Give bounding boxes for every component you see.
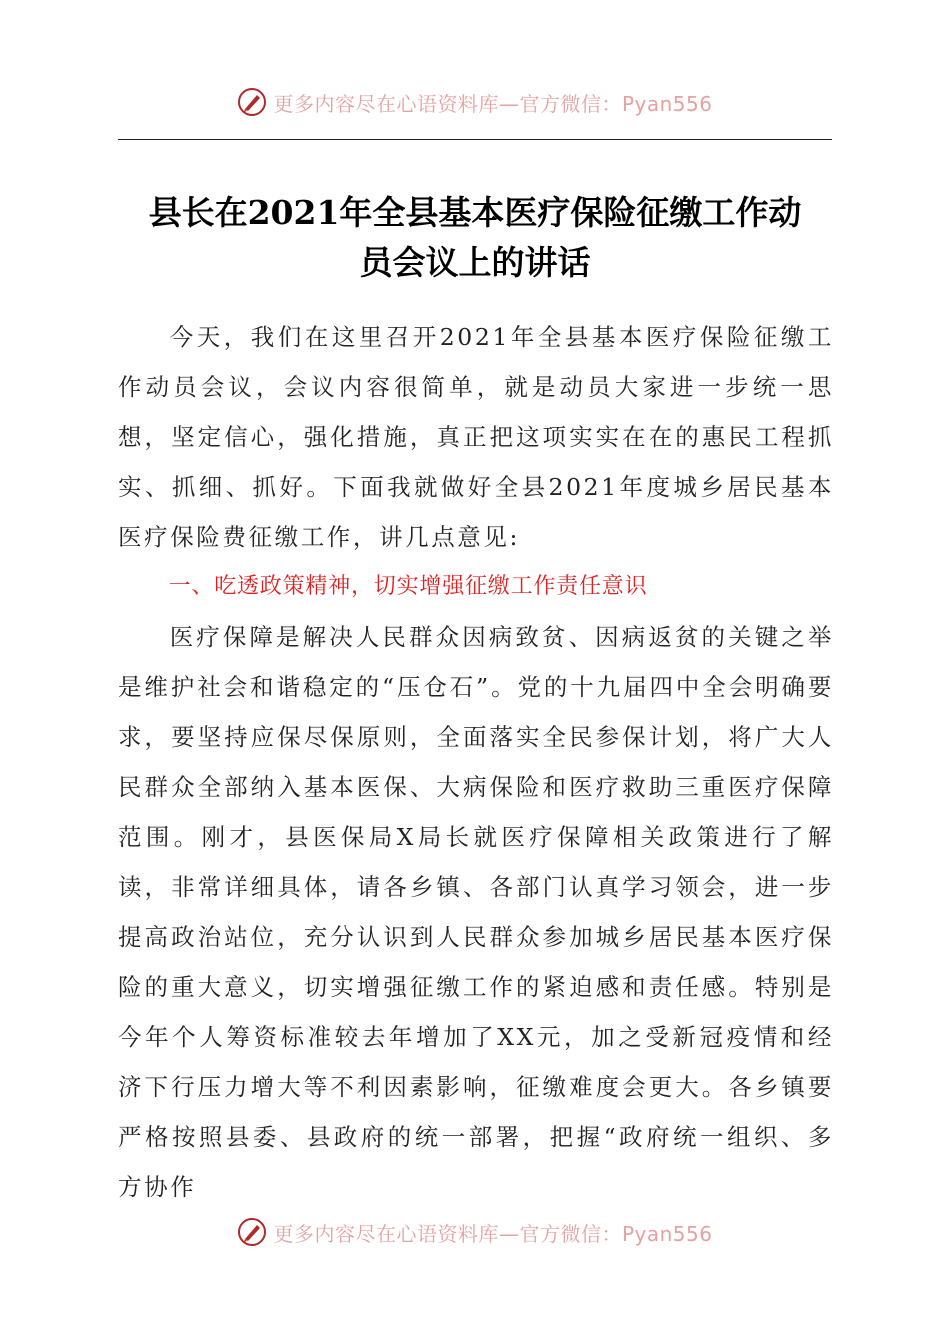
paragraph-intro: 今天，我们在这里召开2021年全县基本医疗保险征缴工作动员会议，会议内容很简单，就是动员大家进一步统一思想，坚定信心，强化措施，真正把这项实实在在的惠民工程抓实、抓细、抓好。下面我就做好全县2021年度城乡居民基本医疗保险费征缴工作，讲几点意见: (118, 323, 834, 551)
document-body (118, 312, 834, 1212)
watermark-text: 更多内容尽在心语资料库—官方微信：Pyan556 (273, 1221, 713, 1246)
watermark-text: 更多内容尽在心语资料库—官方微信：Pyan556 (273, 91, 713, 116)
document-title (118, 188, 832, 288)
pen-logo-icon (237, 1217, 267, 1247)
pen-logo-icon (237, 87, 267, 117)
header-watermark (0, 82, 950, 122)
section-heading-1: 一、吃透政策精神，切实增强征缴工作责任意识 (168, 574, 648, 599)
title-line-1: 县长在2021年全县基本医疗保险征缴工作动 (148, 193, 802, 232)
title-line-2: 员会议上的讲话 (359, 243, 591, 282)
footer-watermark (0, 1212, 950, 1252)
header-divider (118, 139, 832, 140)
paragraph-section-1: 医疗保障是解决人民群众因病致贫、因病返贫的关键之举是维护社会和谐稳定的“压仓石”。党的十九届四中全会明确要求，要坚持应保尽保原则，全面落实全民参保计划，将广大人民群众全部纳入基本医保、大病保险和医疗救助三重医疗保障范围。刚才，县医保局X局长就医疗保障相关政策进行了解读，非常详细具体，请各乡镇、各部门认真学习领会，进一步提高政治站位，充分认识到人民群众参加城乡居民基本医疗保险的重大意义，切实增强征缴工作的紧迫感和责任感。特别是今年个人筹资标准较去年增加了XX元，加之受新冠疫情和经济下行压力增大等不利因素影响，征缴难度会更大。各乡镇要严格按照县委、县政府的统一部署，把握“政府统一组织、多方协作 (118, 623, 834, 1201)
